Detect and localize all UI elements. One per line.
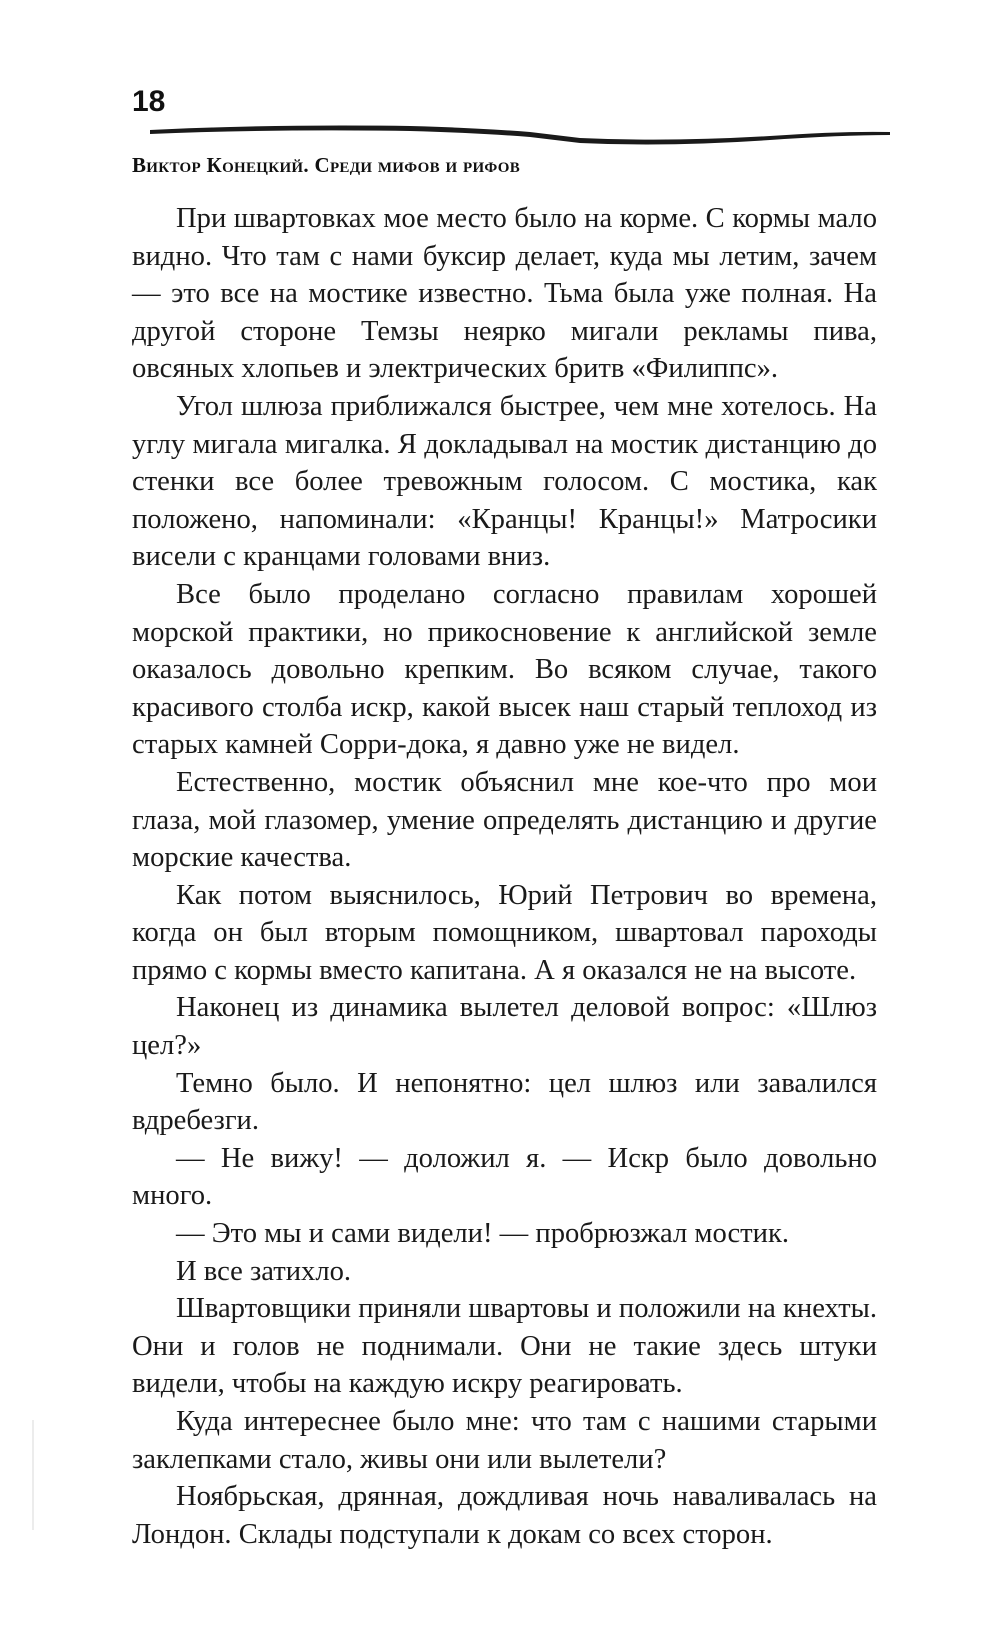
paragraph: Естественно, мостик объяснил мне кое-что про мои глаза, мой глазомер, умение определять дистанцию и другие морские качества. bbox=[132, 766, 877, 874]
page-number: 18 bbox=[132, 85, 166, 118]
paragraph: Швартовщики приняли швартовы и положили на кнехты. Они и голов не поднимали. Они не такие здесь штуки видели, чтобы на каждую искру реагировать. bbox=[132, 1293, 877, 1400]
paragraph: И все затихло. bbox=[176, 1255, 352, 1287]
paragraph: При швартовках мое место было на корме. С кормы мало видно. Что там с нами буксир делает, куда мы летим, зачем — это все на мостике известно. Тьма была уже полная. На другой стороне Темзы неярко мигали рекламы пива, овсяных хлопьев и электрических бритв «Филиппс». bbox=[132, 203, 877, 385]
paragraph: Наконец из динамика вылетел деловой вопрос: «Шлюз цел?» bbox=[132, 992, 877, 1062]
scan-edge-shadow bbox=[32, 1420, 34, 1530]
paragraph: — Это мы и сами видели! — пробрюзжал мостик. bbox=[176, 1218, 790, 1250]
running-header: Виктор Конецкий. Среди мифов и рифов bbox=[132, 153, 521, 177]
paragraph: Как потом выяснилось, Юрий Петрович во времена, когда он был вторым помощником, швартовал пароходы прямо с кормы вместо капитана. А я оказался не на высоте. bbox=[132, 879, 877, 986]
paragraph: Темно было. И непонятно: цел шлюз или завалился вдребезги. bbox=[132, 1067, 877, 1137]
paragraph: Куда интереснее было мне: что там с нашими старыми заклепками стало, живы они или вылетели? bbox=[132, 1406, 877, 1475]
paragraph: Все было проделано согласно правилам хорошей морской практики, но прикосновение к английской земле оказалось довольно крепким. Во всяком случае, такого красивого столба искр, какой высек наш старый теплоход из старых камней Сорри-дока, я давно уже не видел. bbox=[132, 578, 877, 761]
paragraph: Угол шлюза приближался быстрее, чем мне хотелось. На углу мигала мигалка. Я докладывал на мостик дистанцию до стенки все более тревожным голосом. С мостика, как положено, напоминали: «Кранцы! Кранцы!» Матросики висели с кранцами головами вниз. bbox=[132, 390, 877, 573]
paragraph: — Не вижу! — доложил я. — Искр было довольно много. bbox=[132, 1142, 877, 1212]
paragraph: Ноябрьская, дрянная, дождливая ночь наваливалась на Лондон. Склады подступали к докам со всех сторон. bbox=[132, 1481, 877, 1550]
main-text bbox=[132, 200, 877, 1553]
